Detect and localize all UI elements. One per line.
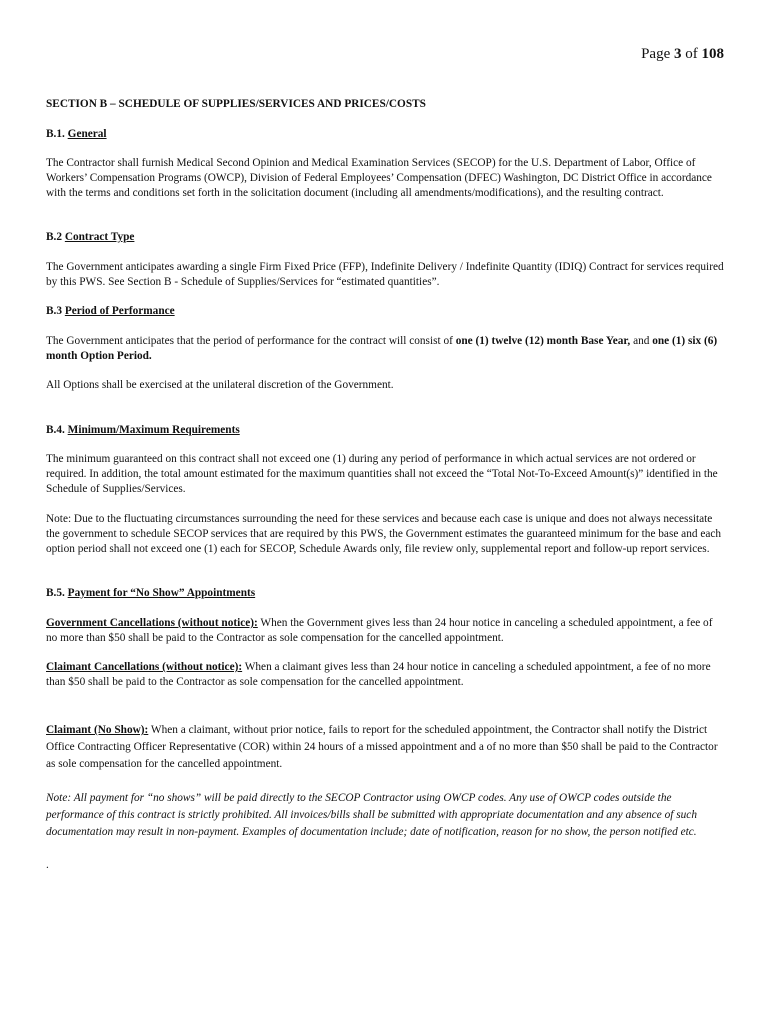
b4-number: B.4.: [46, 424, 65, 436]
b5-note: Note: All payment for “no shows” will be paid directly to the SECOP Contractor using OWCP codes. Any use of OWCP codes outside the performance of this contract is strictly prohibited. All invoices/bills shall be submitted with appropriate documentation and any absence of such documentation may result in non-payment. Examples of documentation include; date of notification, reason for no show, the person notified etc.: [46, 792, 697, 838]
b3-title: Period of Performance: [64, 305, 175, 317]
b3-option-period: one (1) six (6) month Option Period.: [46, 335, 718, 362]
page-label: Page: [641, 46, 671, 62]
b2-title: Contract Type: [64, 231, 135, 243]
page-total: 108: [701, 46, 724, 62]
b3-heading: [46, 304, 724, 319]
b5-government-cancellations: [46, 616, 724, 646]
b3-base-year: one (1) twelve (12) month Base Year,: [455, 335, 631, 347]
claimant-cancellations-text: When a claimant gives less than 24 hour notice in canceling a scheduled appointment, a fee of no more than $50 shall be paid to the Contractor as sole compensation for the cancelled appointment.: [46, 661, 711, 688]
b3-text-mid: and: [630, 335, 653, 347]
b3-number: B.3: [46, 305, 63, 317]
trailing-period: .: [46, 859, 49, 871]
b1-heading: [46, 127, 724, 142]
claimant-no-show-text: When a claimant, without prior notice, fails to report for the scheduled appointment, the Contractor shall notify the District Office Contracting Officer Representative (COR) within 24 hours of a missed appointment and a of no more than $50 shall be paid to the Contractor as sole compensation for the cancelled appointment.: [46, 724, 718, 770]
b5-heading: [46, 586, 724, 601]
b3-paragraph: [46, 334, 724, 364]
b4-heading: [46, 423, 724, 438]
page-current: 3: [674, 46, 682, 62]
b5-claimant-no-show: [46, 722, 724, 773]
b5-title: Payment for “No Show” Appointments: [67, 587, 256, 599]
b5-number: B.5.: [46, 587, 65, 599]
claimant-cancellations-label: Claimant Cancellations (without notice):: [46, 661, 243, 673]
page-sep: of: [685, 46, 698, 62]
b4-title: Minimum/Maximum Requirements: [67, 424, 240, 436]
government-cancellations-label: Government Cancellations (without notice):: [46, 617, 258, 629]
page-number: [641, 46, 724, 63]
claimant-no-show-label: Claimant (No Show):: [46, 724, 149, 736]
b4-paragraph-2: Note: Due to the fluctuating circumstances surrounding the need for these services and because each case is unique and does not always necessitate the government to schedule SECOP services that are required by this PWS, the Government estimates the guaranteed minimum for the base and each option period shall not exceed one (1) each for SECOP, Schedule Awards only, file review only, supplemental report and follow-up report services.: [46, 513, 722, 555]
b5-claimant-cancellations: [46, 660, 724, 690]
government-cancellations-text: When the Government gives less than 24 hour notice in canceling a scheduled appointment, a fee of no more than $50 shall be paid to the Contractor as sole compensation for the cancelled appointment.: [46, 617, 713, 644]
b1-number: B.1.: [46, 128, 65, 140]
b2-number: B.2: [46, 231, 63, 243]
b4-paragraph-1: The minimum guaranteed on this contract shall not exceed one (1) during any period of performance in which actual services are not ordered or required. In addition, the total amount estimated for the maximum quantities shall not exceed the “Total Not-To-Exceed Amount(s)” identified in the Schedule of Supplies/Services.: [46, 453, 718, 495]
section-title: SECTION B – SCHEDULE OF SUPPLIES/SERVICES AND PRICES/COSTS: [46, 98, 426, 110]
b3-options-paragraph: All Options shall be exercised at the unilateral discretion of the Government.: [46, 379, 394, 391]
b2-paragraph: The Government anticipates awarding a single Firm Fixed Price (FFP), Indefinite Delivery / Indefinite Quantity (IDIQ) Contract for services required by this PWS. See Section B - Schedule of Supplies/Services for “estimated quantities”.: [46, 261, 724, 288]
b1-title: General: [67, 128, 107, 140]
b1-paragraph: The Contractor shall furnish Medical Second Opinion and Medical Examination Services (SECOP) for the U.S. Department of Labor, Office of Workers’ Compensation Programs (OWCP), Division of Federal Employees’ Compensation (DFEC) Washington, DC District Office in accordance with the terms and conditions set forth in the solicitation document (including all amendments/modifications), and the resulting contract.: [46, 157, 712, 199]
b3-text-pre: The Government anticipates that the period of performance for the contract will consist of: [46, 335, 456, 347]
b2-heading: [46, 230, 724, 245]
